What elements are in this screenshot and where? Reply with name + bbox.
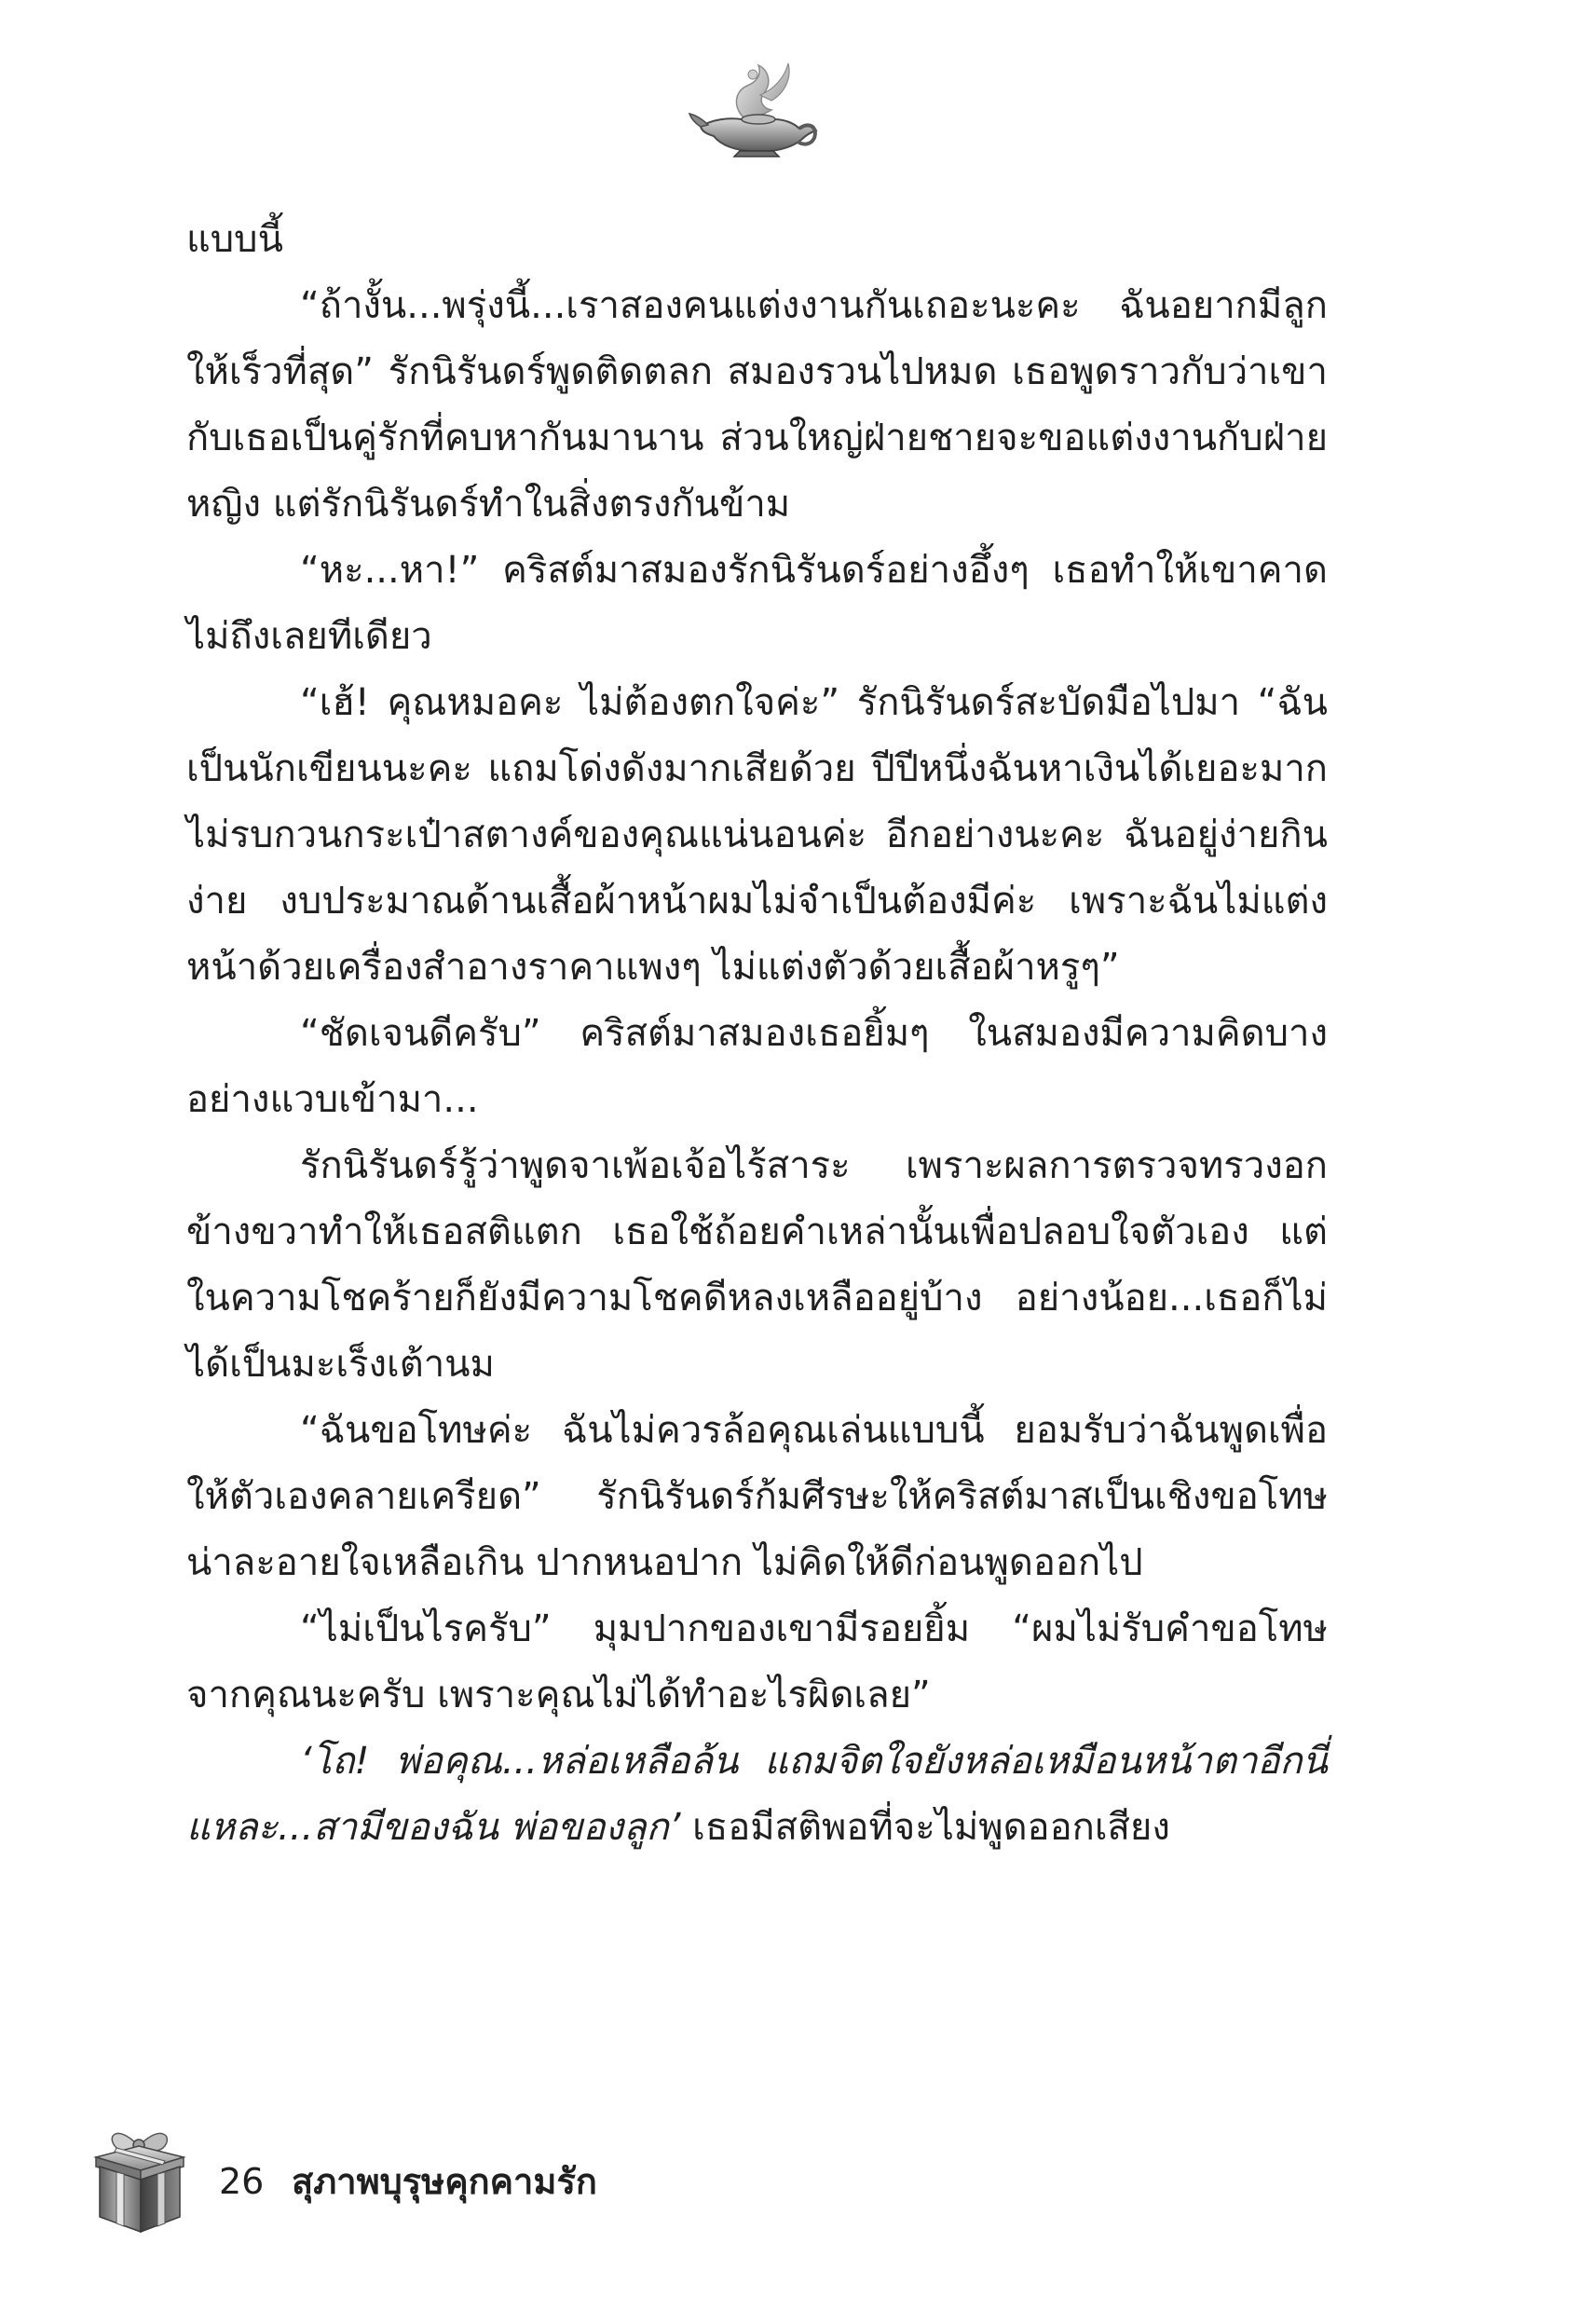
paragraph-7: “ฉันขอโทษค่ะ ฉันไม่ควรล้อคุณเล่นแบบนี้ ยอมรับว่าฉันพูดเพื่อให้ตัวเองคลายเครียด” รักนิรันดร์ก้มศีรษะให้คริสต์มาสเป็นเชิงขอโทษ น่าละอายใจเหลือเกิน ปากหนอปาก ไม่คิดให้ดีก่อนพูดออกไป [186, 1409, 1328, 1584]
paragraph-5: “ชัดเจนดีครับ” คริสต์มาสมองเธอยิ้มๆ ในสมองมีความคิดบางอย่างแวบเข้ามา... [186, 1012, 1328, 1121]
paragraph-4: “เฮ้! คุณหมอคะ ไม่ต้องตกใจค่ะ” รักนิรันดร์สะบัดมือไปมา “ฉันเป็นนักเขียนนะคะ แถมโด่งดังมากเสียด้วย ปีปีหนึ่งฉันหาเงินได้เยอะมาก ไม่รบกวนกระเป๋าสตางค์ของคุณแน่นอนค่ะ อีกอย่างนะคะ ฉันอยู่ง่ายกินง่าย งบประมาณด้านเสื้อผ้าหน้าผมไม่จำเป็นต้องมีค่ะ เพราะฉันไม่แต่งหน้าด้วยเครื่องสำอางราคาแพงๆ ไม่แต่งตัวด้วยเสื้อผ้าหรูๆ” [186, 681, 1328, 989]
paragraph-9 [186, 1729, 1328, 1861]
paragraph-6: รักนิรันดร์รู้ว่าพูดจาเพ้อเจ้อไร้สาระ เพราะผลการตรวจทรวงอกข้างขวาทำให้เธอสติแตก เธอใช้ถ้อยคำเหล่านั้นเพื่อปลอบใจตัวเอง แต่ในความโชคร้ายก็ยังมีความโชคดีหลงเหลืออยู่บ้าง อย่างน้อย...เธอก็ไม่ได้เป็นมะเร็งเต้านม [186, 1144, 1328, 1386]
paragraph-1: แบบนี้ [186, 218, 283, 261]
paragraph-9-rest: เธอมีสติพอที่จะไม่พูดออกเสียง [680, 1806, 1170, 1849]
paragraph-2: “ถ้างั้น...พรุ่งนี้...เราสองคนแต่งงานกันเถอะนะคะ ฉันอยากมีลูกให้เร็วที่สุด” รักนิรันดร์พูดติดตลก สมองรวนไปหมด เธอพูดราวกับว่าเขากับเธอเป็นคู่รักที่คบหากันมานาน ส่วนใหญ่ฝ่ายชายจะขอแต่งงานกับฝ่ายหญิง แต่รักนิรันดร์ทำในสิ่งตรงกันข้าม [186, 284, 1328, 526]
paragraph-3: “หะ...หา!” คริสต์มาสมองรักนิรันดร์อย่างอึ้งๆ เธอทำให้เขาคาดไม่ถึงเลยทีเดียว [186, 549, 1328, 658]
page-footer [89, 2120, 834, 2241]
inner-thought-text: ‘โถ! พ่อคุณ...หล่อเหลือล้น แถมจิตใจยังหล่อเหมือนหน้าตาอีกนี่แหละ...สามีของฉัน พ่อของลูก’ [186, 1740, 1328, 1849]
book-title: สุภาพบุรุษคุกคามรัก [292, 2161, 597, 2202]
genie-lamp-icon [688, 54, 820, 158]
gift-box-icon [89, 2120, 191, 2236]
page-number: 26 [219, 2161, 265, 2202]
body-text [186, 207, 1328, 1861]
paragraph-8: “ไม่เป็นไรครับ” มุมปากของเขามีรอยยิ้ม “ผมไม่รับคำขอโทษจากคุณนะครับ เพราะคุณไม่ได้ทำอะไรผิดเลย” [186, 1607, 1328, 1716]
